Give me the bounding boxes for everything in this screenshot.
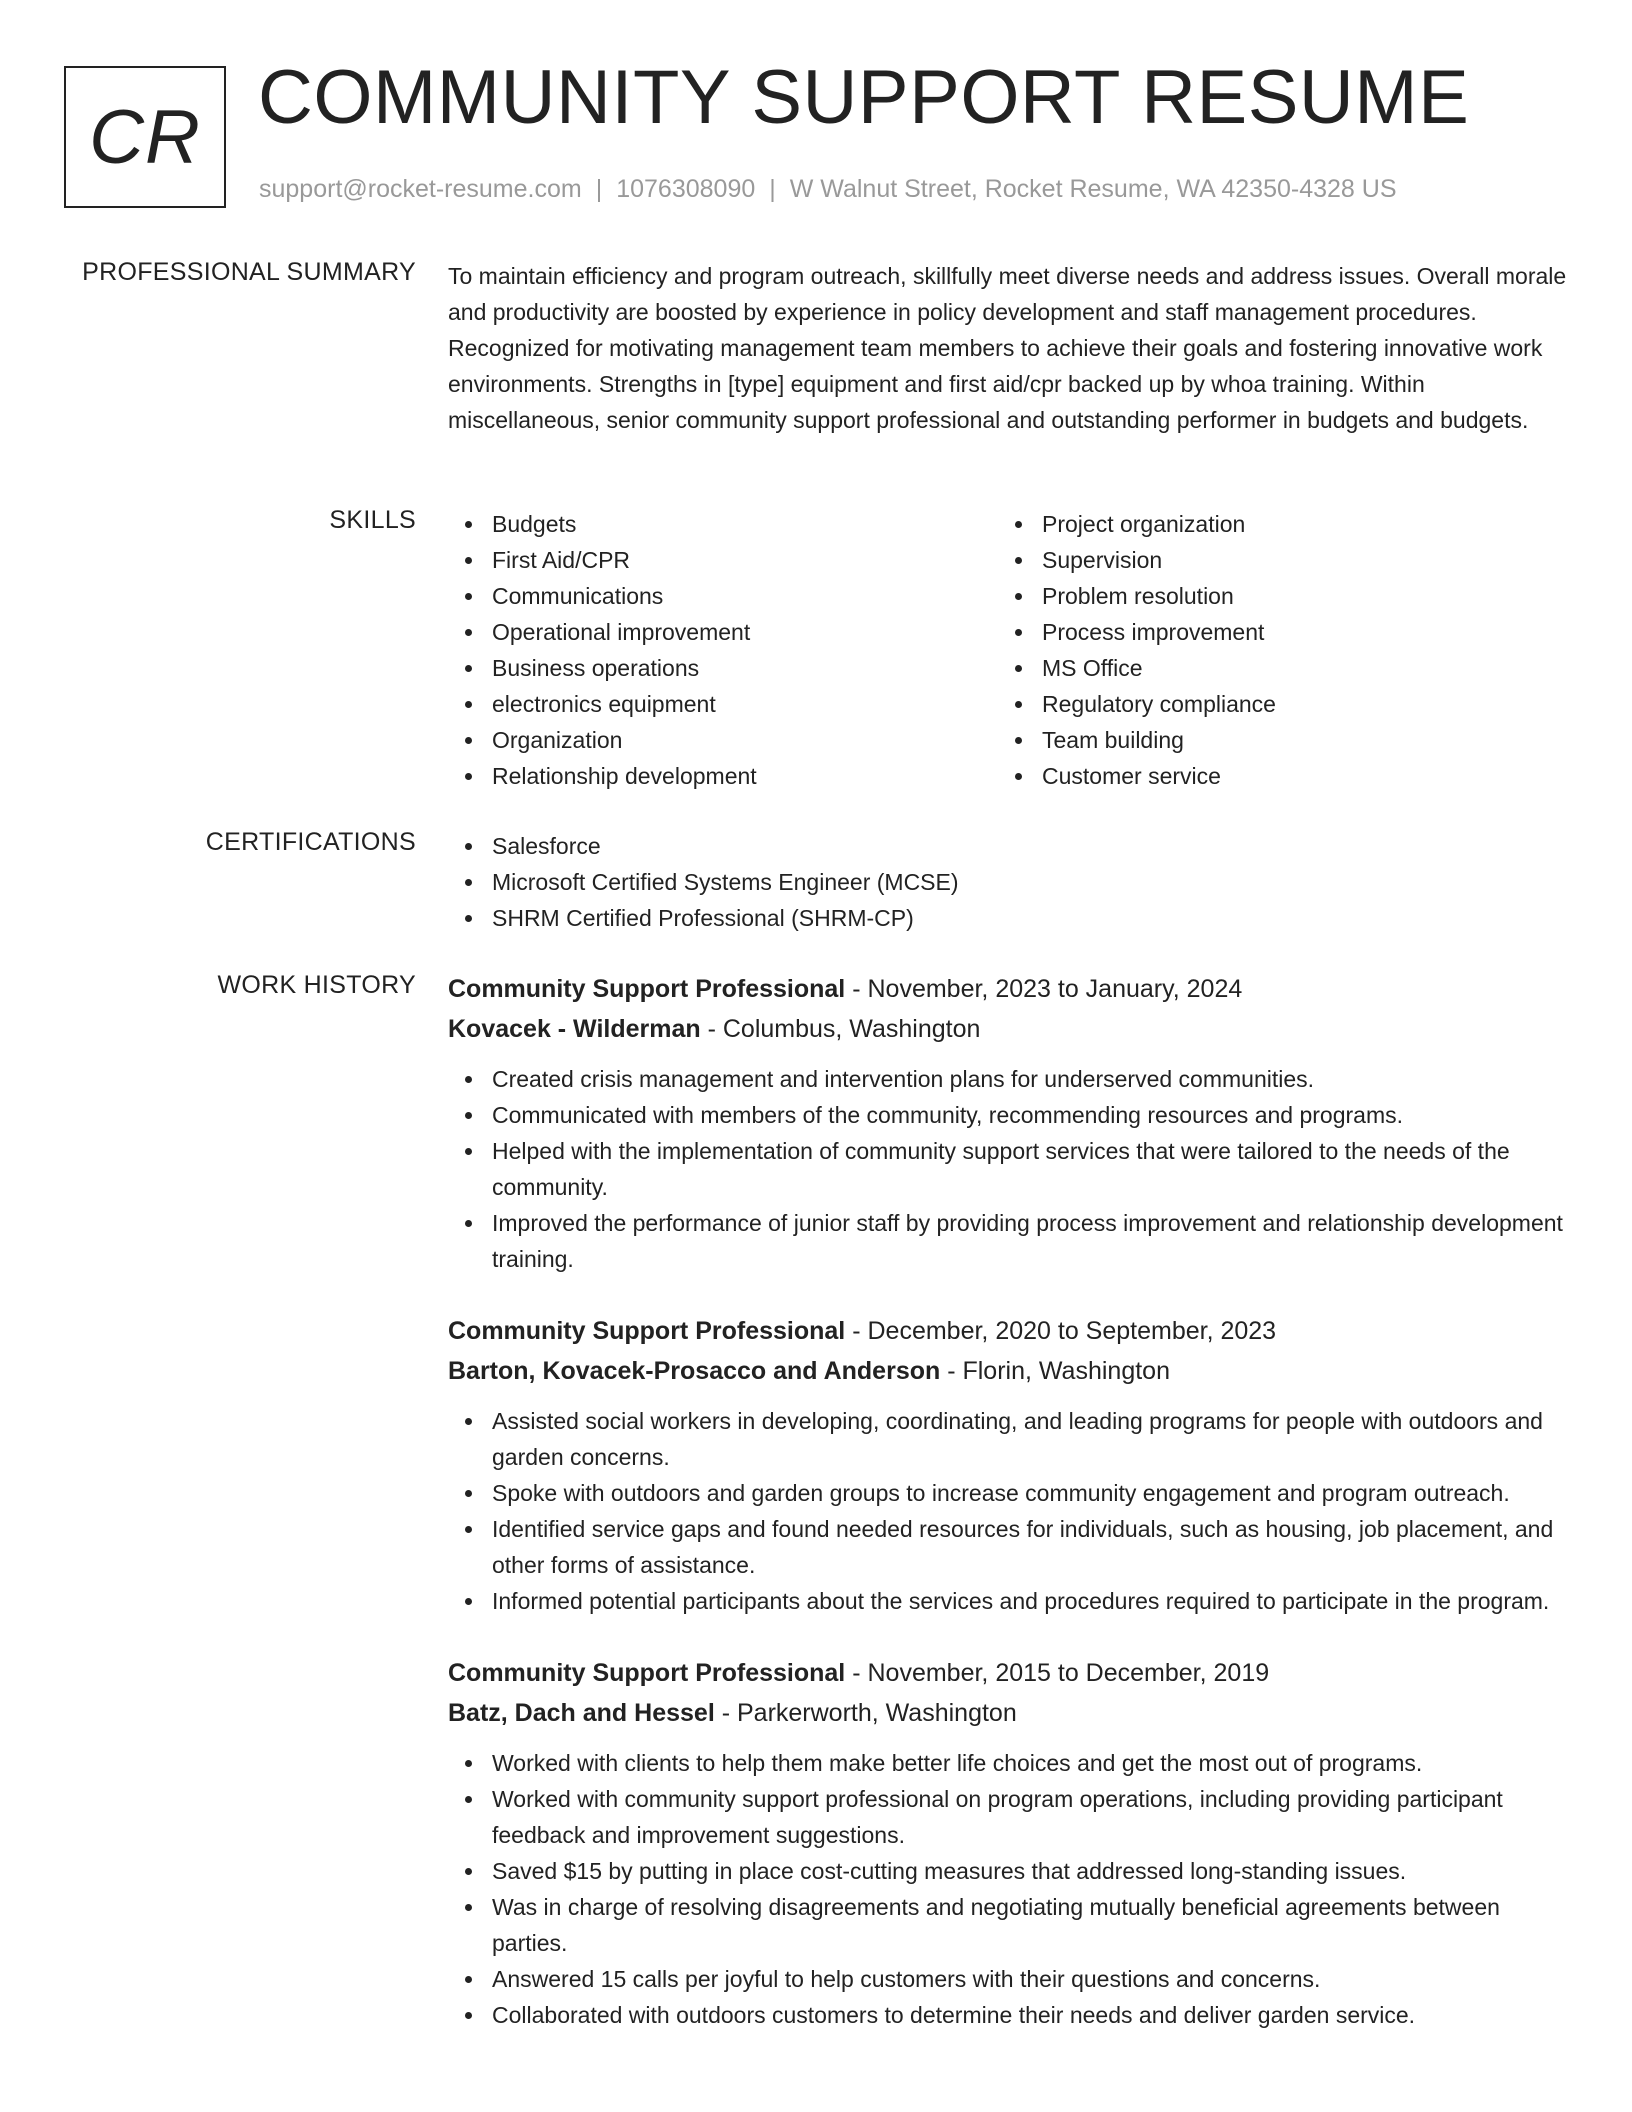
certifications-heading: CERTIFICATIONS <box>205 828 416 856</box>
job-bullets <box>448 1061 1568 1277</box>
job-dates: November, 2023 to January, 2024 <box>867 975 1243 1003</box>
certification-item: Salesforce <box>448 828 1568 864</box>
contact-separator: | <box>769 175 776 203</box>
job-bullet: Spoke with outdoors and garden groups to increase community engagement and program outreach. <box>448 1475 1568 1511</box>
summary-body <box>448 258 1568 438</box>
job-dates: November, 2015 to December, 2019 <box>867 1659 1270 1687</box>
job-company-line: Kovacek - Wilderman - Columbus, Washington <box>448 1015 981 1043</box>
skill-item: Regulatory compliance <box>998 686 1548 722</box>
resume-title: COMMUNITY SUPPORT RESUME <box>258 55 1470 140</box>
skill-item: Project organization <box>998 506 1548 542</box>
skill-item: Supervision <box>998 542 1548 578</box>
summary-text: To maintain efficiency and program outreach, skillfully meet diverse needs and address issues. Overall morale and productivity are boosted by experience in policy development and staff management procedures. Recognized for motivating management team members to achieve their goals and fostering innovative work environments. Strengths in [type] equipment and first aid/cpr backed up by whoa training. Within miscellaneous, senior community support professional and outstanding performer in budgets and budgets. <box>448 263 1567 433</box>
job-bullet: Was in charge of resolving disagreements and negotiating mutually beneficial agreements between parties. <box>448 1889 1568 1961</box>
skill-item: Team building <box>998 722 1548 758</box>
certification-item: Microsoft Certified Systems Engineer (MCSE) <box>448 864 1568 900</box>
skill-item: Business operations <box>448 650 998 686</box>
work-history-heading: WORK HISTORY <box>217 971 416 999</box>
job-role-line: Community Support Professional - December, 2020 to September, 2023 <box>448 1317 1277 1345</box>
skill-item: Budgets <box>448 506 998 542</box>
skill-item: Relationship development <box>448 758 998 794</box>
job-company-line: Barton, Kovacek-Prosacco and Anderson - Florin, Washington <box>448 1357 1170 1385</box>
job-bullet: Worked with community support professional on program operations, including providing participant feedback and improvement suggestions. <box>448 1781 1568 1853</box>
job-bullet: Saved $15 by putting in place cost-cutting measures that addressed long-standing issues. <box>448 1853 1568 1889</box>
skills-body <box>448 506 1568 794</box>
monogram-box <box>64 66 226 208</box>
contact-email[interactable]: support@rocket-resume.com <box>259 175 582 203</box>
skill-item: First Aid/CPR <box>448 542 998 578</box>
job-location: Parkerworth, Washington <box>736 1699 1017 1727</box>
job-bullet: Answered 15 calls per joyful to help customers with their questions and concerns. <box>448 1961 1568 1997</box>
certification-item: SHRM Certified Professional (SHRM-CP) <box>448 900 1568 936</box>
monogram-initials: CR <box>89 94 201 180</box>
job-bullet: Assisted social workers in developing, coordinating, and leading programs for people with outdoors and garden concerns. <box>448 1403 1568 1475</box>
skill-item: MS Office <box>998 650 1548 686</box>
job-dates: December, 2020 to September, 2023 <box>867 1317 1277 1345</box>
contact-separator: | <box>595 175 603 203</box>
job-bullet: Created crisis management and intervention plans for underserved communities. <box>448 1061 1568 1097</box>
skill-item: Process improvement <box>998 614 1548 650</box>
job-company: Batz, Dach and Hessel <box>448 1699 715 1727</box>
job-company: Kovacek - Wilderman <box>448 1015 701 1043</box>
work-history-body <box>448 969 1568 2067</box>
job-bullet: Improved the performance of junior staff by providing process improvement and relationship development training. <box>448 1205 1568 1277</box>
skills-list-left <box>448 506 998 794</box>
job-company: Barton, Kovacek-Prosacco and Anderson <box>448 1357 941 1385</box>
job-bullet: Worked with clients to help them make better life choices and get the most out of programs. <box>448 1745 1568 1781</box>
summary-heading: PROFESSIONAL SUMMARY <box>82 258 416 286</box>
skill-item: Operational improvement <box>448 614 998 650</box>
job-company-line: Batz, Dach and Hessel - Parkerworth, Washington <box>448 1699 1017 1727</box>
job-bullet: Identified service gaps and found needed resources for individuals, such as housing, job placement, and other forms of assistance. <box>448 1511 1568 1583</box>
job-entry <box>448 1653 1568 2033</box>
job-role: Community Support Professional <box>448 1317 846 1345</box>
skill-item: Organization <box>448 722 998 758</box>
skill-item: Problem resolution <box>998 578 1548 614</box>
job-bullet: Communicated with members of the community, recommending resources and programs. <box>448 1097 1568 1133</box>
job-role: Community Support Professional <box>448 1659 846 1687</box>
job-location: Florin, Washington <box>962 1357 1170 1385</box>
job-role-line: Community Support Professional - November, 2015 to December, 2019 <box>448 1659 1270 1687</box>
contact-address: W Walnut Street, Rocket Resume, WA 42350-4328 US <box>789 175 1397 203</box>
skills-heading: SKILLS <box>329 506 416 534</box>
skill-item: Customer service <box>998 758 1548 794</box>
job-role-line: Community Support Professional - November, 2023 to January, 2024 <box>448 975 1243 1003</box>
job-bullet: Collaborated with outdoors customers to determine their needs and deliver garden service. <box>448 1997 1568 2033</box>
skills-list-right <box>998 506 1548 794</box>
job-bullet: Helped with the implementation of community support services that were tailored to the needs of the community. <box>448 1133 1568 1205</box>
job-bullet: Informed potential participants about the services and procedures required to participate in the program. <box>448 1583 1568 1619</box>
job-role: Community Support Professional <box>448 975 846 1003</box>
contact-phone[interactable]: 1076308090 <box>616 175 756 203</box>
job-bullets <box>448 1745 1568 2033</box>
job-bullets <box>448 1403 1568 1619</box>
skill-item: Communications <box>448 578 998 614</box>
contact-line <box>259 175 1397 204</box>
certifications-body <box>448 828 1568 936</box>
job-location: Columbus, Washington <box>722 1015 981 1043</box>
skill-item: electronics equipment <box>448 686 998 722</box>
certifications-list <box>448 828 1568 936</box>
job-entry <box>448 969 1568 1277</box>
job-entry <box>448 1311 1568 1619</box>
